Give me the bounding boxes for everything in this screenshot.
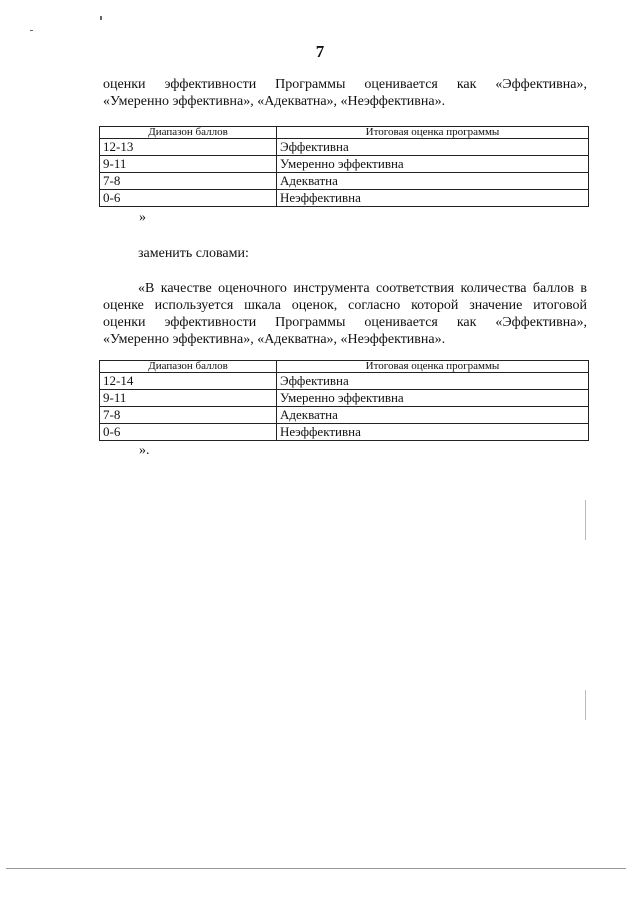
column-header-range: Диапазон баллов bbox=[100, 127, 277, 139]
closing-quote-final: ». bbox=[139, 443, 150, 458]
new-paragraph bbox=[103, 280, 587, 348]
range-cell: 0-6 bbox=[100, 190, 277, 207]
range-cell: 7-8 bbox=[100, 407, 277, 424]
scan-speck bbox=[100, 16, 102, 20]
table-row bbox=[100, 156, 589, 173]
table-row bbox=[100, 373, 589, 390]
intro-line-2: «Умеренно эффективна», «Адекватна», «Неэффективна». bbox=[103, 94, 446, 109]
table-row bbox=[100, 190, 589, 207]
new-paragraph-line-1: «В качестве оценочного инструмента соответствия количества баллов в bbox=[138, 281, 587, 296]
column-header-rating: Итоговая оценка программы bbox=[277, 361, 589, 373]
table-row bbox=[100, 390, 589, 407]
range-cell: 9-11 bbox=[100, 390, 277, 407]
new-paragraph-line-3: оценки эффективности Программы оценивается как «Эффективна», bbox=[103, 315, 587, 330]
range-cell: 9-11 bbox=[100, 156, 277, 173]
range-cell: 12-14 bbox=[100, 373, 277, 390]
scan-speck bbox=[30, 30, 33, 31]
rating-cell: Неэффективна bbox=[277, 424, 589, 441]
column-header-range: Диапазон баллов bbox=[100, 361, 277, 373]
rating-cell: Умеренно эффективна bbox=[277, 156, 589, 173]
scan-edge-mark bbox=[585, 500, 586, 540]
rating-cell: Эффективна bbox=[277, 139, 589, 156]
rating-cell: Адекватна bbox=[277, 173, 589, 190]
page-number: 7 bbox=[315, 42, 325, 61]
range-cell: 7-8 bbox=[100, 173, 277, 190]
range-cell: 12-13 bbox=[100, 139, 277, 156]
scan-edge-line bbox=[6, 868, 626, 869]
table-header-row bbox=[100, 127, 589, 139]
range-cell: 0-6 bbox=[100, 424, 277, 441]
table-row bbox=[100, 139, 589, 156]
new-paragraph-line-4: «Умеренно эффективна», «Адекватна», «Неэффективна». bbox=[103, 332, 446, 347]
table-row bbox=[100, 173, 589, 190]
new-score-table bbox=[99, 360, 589, 441]
closing-quote: » bbox=[139, 210, 146, 225]
table-row bbox=[100, 424, 589, 441]
rating-cell: Неэффективна bbox=[277, 190, 589, 207]
rating-cell: Умеренно эффективна bbox=[277, 390, 589, 407]
rating-cell: Адекватна bbox=[277, 407, 589, 424]
replace-instruction bbox=[103, 245, 587, 262]
intro-paragraph bbox=[103, 76, 587, 110]
rating-cell: Эффективна bbox=[277, 373, 589, 390]
new-paragraph-line-2: оценке используется шкала оценок, согласно которой значение итоговой bbox=[103, 298, 587, 313]
table-row bbox=[100, 407, 589, 424]
scan-edge-mark bbox=[585, 690, 586, 720]
old-score-table bbox=[99, 126, 589, 207]
intro-line-1: оценки эффективности Программы оценивается как «Эффективна», bbox=[103, 77, 587, 92]
column-header-rating: Итоговая оценка программы bbox=[277, 127, 589, 139]
replace-text: заменить словами: bbox=[138, 246, 249, 261]
table-header-row bbox=[100, 361, 589, 373]
